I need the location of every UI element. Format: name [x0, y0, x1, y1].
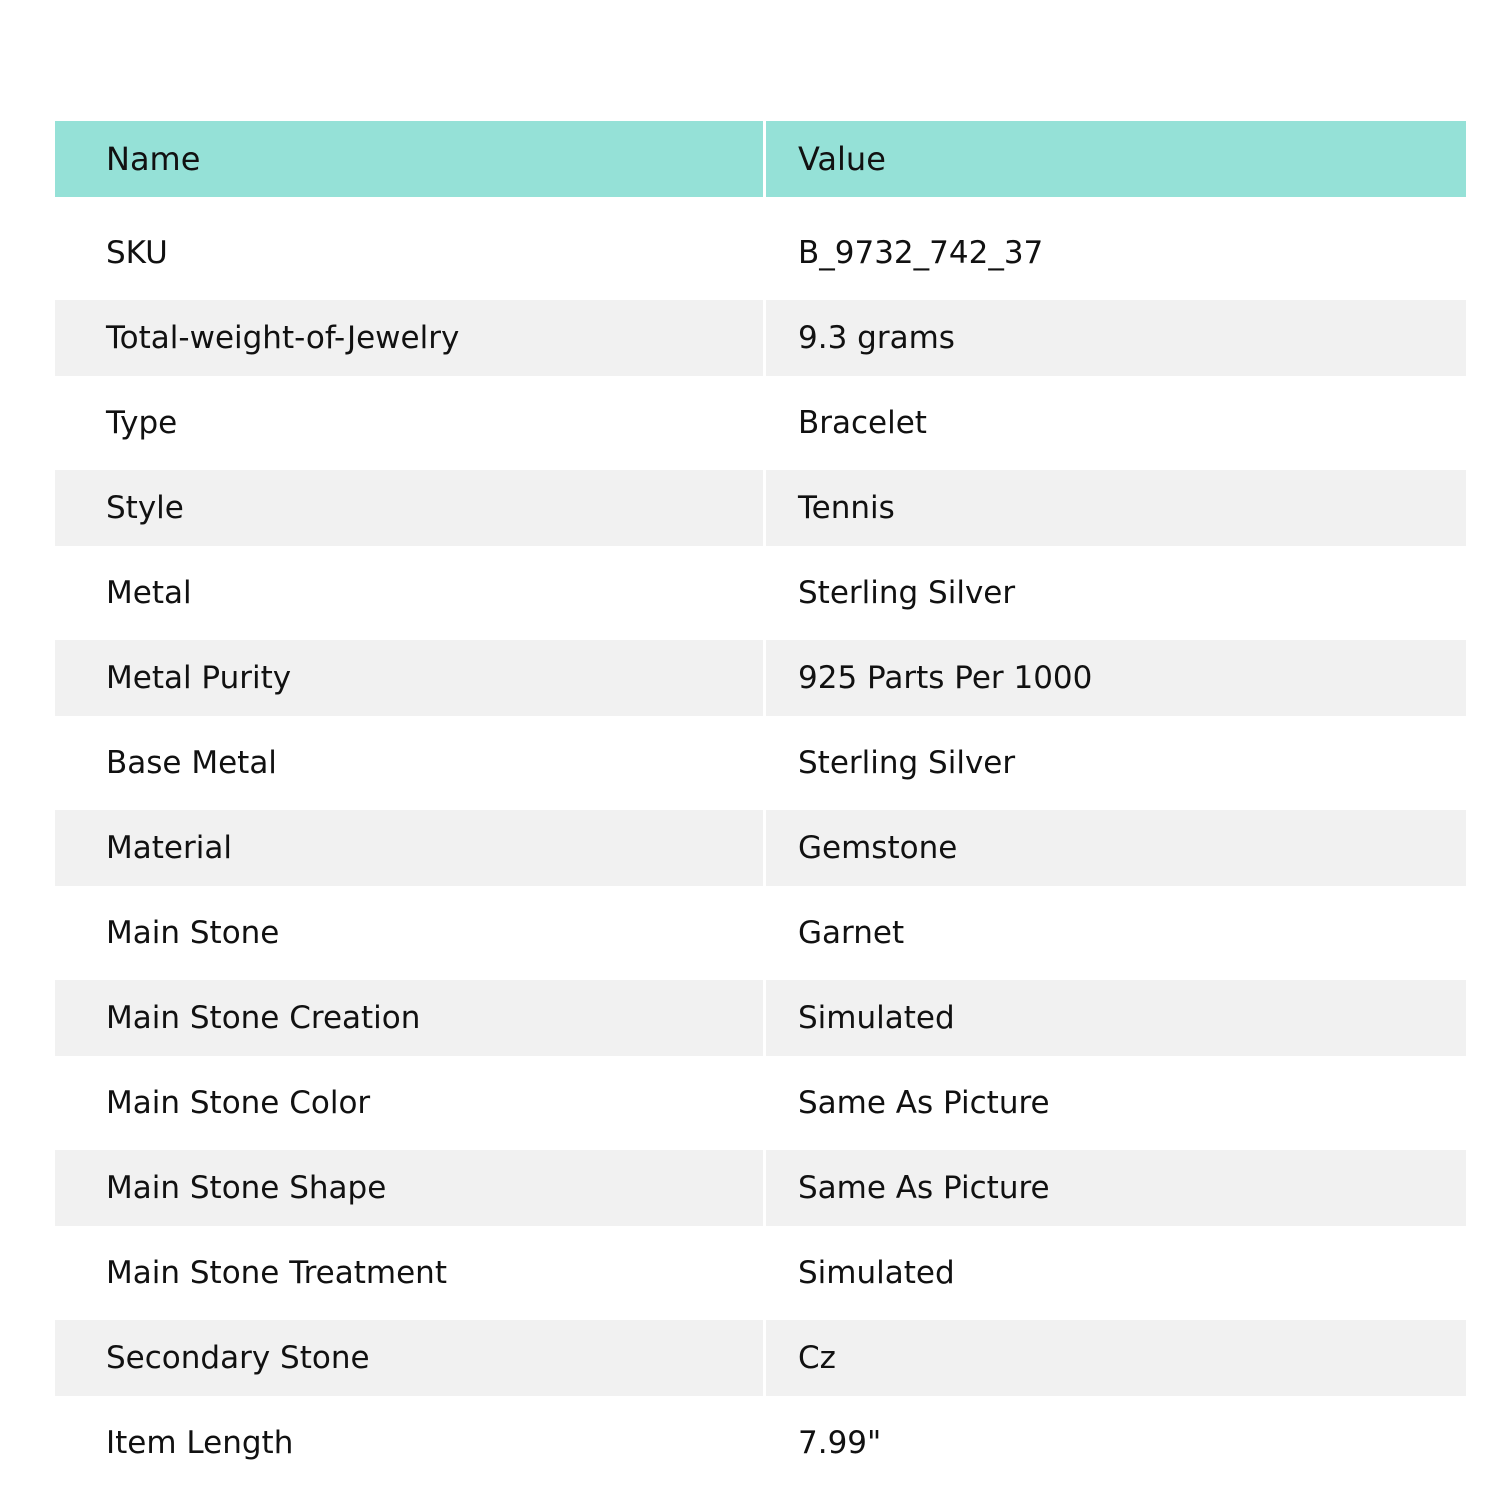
row-name: Style	[55, 470, 766, 546]
row-value: Cz	[766, 1320, 1466, 1396]
table-row	[55, 470, 1466, 546]
table-row	[55, 716, 1466, 810]
table-row	[55, 886, 1466, 980]
row-name: Main Stone Shape	[55, 1150, 766, 1226]
row-value: Bracelet	[798, 405, 927, 441]
row-name: Material	[55, 810, 766, 886]
table-row	[55, 546, 1466, 640]
table-row	[55, 810, 1466, 886]
header-value: Value	[798, 140, 886, 178]
row-value: Same As Picture	[798, 1085, 1050, 1121]
row-value: Gemstone	[766, 810, 1466, 886]
table-row	[55, 376, 1466, 470]
row-value: Tennis	[766, 470, 1466, 546]
row-value: Sterling Silver	[798, 745, 1016, 781]
row-name: Secondary Stone	[55, 1320, 766, 1396]
table-row	[55, 300, 1466, 376]
table-header-row	[55, 121, 1466, 197]
row-name: SKU	[55, 206, 766, 300]
table-row	[55, 640, 1466, 716]
row-name: Item Length	[55, 1396, 766, 1490]
spec-table	[55, 121, 1466, 1490]
row-value: B_9732_742_37	[798, 235, 1044, 271]
row-value: 7.99"	[798, 1425, 882, 1461]
table-row	[55, 1320, 1466, 1396]
row-name: Main Stone Treatment	[55, 1226, 766, 1320]
header-name: Name	[55, 121, 766, 197]
table-row	[55, 1226, 1466, 1320]
row-value: Same As Picture	[766, 1150, 1466, 1226]
row-value: 925 Parts Per 1000	[766, 640, 1466, 716]
row-value: Sterling Silver	[798, 575, 1016, 611]
row-name: Metal	[55, 546, 766, 640]
table-row	[55, 1056, 1466, 1150]
row-name: Metal Purity	[55, 640, 766, 716]
row-name: Main Stone Creation	[55, 980, 766, 1056]
table-row	[55, 206, 1466, 300]
row-name: Main Stone Color	[55, 1056, 766, 1150]
row-name: Type	[55, 376, 766, 470]
row-value: Simulated	[766, 980, 1466, 1056]
row-name: Total-weight-of-Jewelry	[55, 300, 766, 376]
row-value: Simulated	[798, 1255, 955, 1291]
row-value: Garnet	[798, 915, 905, 951]
table-row	[55, 980, 1466, 1056]
row-value: 9.3 grams	[766, 300, 1466, 376]
row-name: Base Metal	[55, 716, 766, 810]
table-row	[55, 1150, 1466, 1226]
row-name: Main Stone	[55, 886, 766, 980]
table-row	[55, 1396, 1466, 1490]
